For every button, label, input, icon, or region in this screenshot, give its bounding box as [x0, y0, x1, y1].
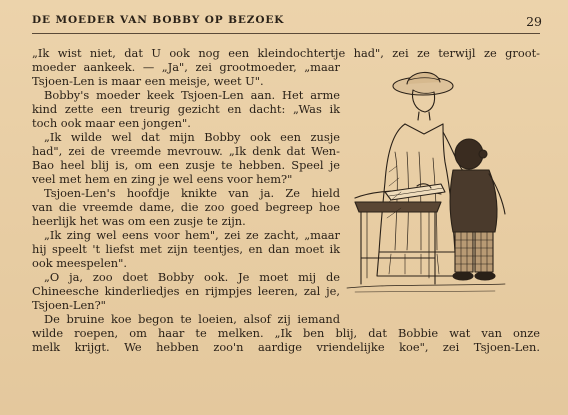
paragraph-4: [32, 186, 340, 228]
paragraph-6: [32, 270, 340, 312]
running-head: [32, 14, 542, 29]
text-line: Chineesche kinderliedjes en rijmpjes leeren, zal je,: [32, 284, 340, 298]
text-line: melk krijgt. We hebben zoo'n aardige vriendelijke koe", zei Tsjoen-Len.: [32, 340, 540, 354]
chapter-title: DE MOEDER VAN BOBBY OP BEZOEK: [32, 14, 285, 26]
text-line: Tsjoen-Len's hoofdje knikte van ja. Ze hield: [44, 186, 340, 200]
text-line: „O ja, zoo doet Bobby ook. Je moet mij de: [44, 270, 340, 284]
text-line: moeder aankeek. — „Ja", zei grootmoeder, „maar: [32, 60, 340, 74]
paragraph-2: [32, 88, 340, 130]
text-line: wilde roepen, om haar te melken. „Ik ben blij, dat Bobbie wat van onze: [32, 326, 540, 340]
text-line: van die vreemde dame, die zoo goed begreep hoe: [32, 200, 340, 214]
text-line: „Ik zing wel eens voor hem", zei ze zacht, „maar: [44, 228, 340, 242]
text-line: heerlijk het was om een zusje te zijn.: [32, 214, 246, 228]
paragraph-3: [32, 130, 340, 186]
text-line: Bao heel blij is, om een zusje te hebben. Speel je: [32, 158, 340, 172]
page-number: 29: [526, 14, 542, 29]
text-line: toch ook maar een jongen".: [32, 116, 191, 130]
paragraph-7: [32, 312, 540, 354]
header-rule: [32, 33, 540, 34]
text-line: Bobby's moeder keek Tsjoen-Len aan. Het arme: [44, 88, 340, 102]
text-line: Tsjoen-Len?": [32, 298, 106, 312]
illustration-woman-and-child: [345, 62, 515, 302]
text-line: veel met hem en zing je wel eens voor hem?": [32, 172, 293, 186]
text-line: „Ik wilde wel dat mijn Bobby ook een zusje: [44, 130, 340, 144]
text-line: kind zette een treurig gezicht en dacht: „Was ik: [32, 102, 340, 116]
text-line: De bruine koe begon te loeien, alsof zij iemand: [44, 312, 340, 326]
text-line: hij speelt 't liefst met zijn teentjes, en dan moet ik: [32, 242, 340, 256]
text-line: ook meespelen".: [32, 256, 127, 270]
text-line: had", zei de vreemde mevrouw. „Ik denk dat Wen-: [32, 144, 340, 158]
paragraph-5: [32, 228, 340, 270]
text-line: Tsjoen-Len is maar een meisje, weet U".: [32, 74, 264, 88]
text-line: „Ik wist niet, dat U ook nog een kleindochtertje had", zei ze terwijl ze groot-: [32, 46, 540, 60]
